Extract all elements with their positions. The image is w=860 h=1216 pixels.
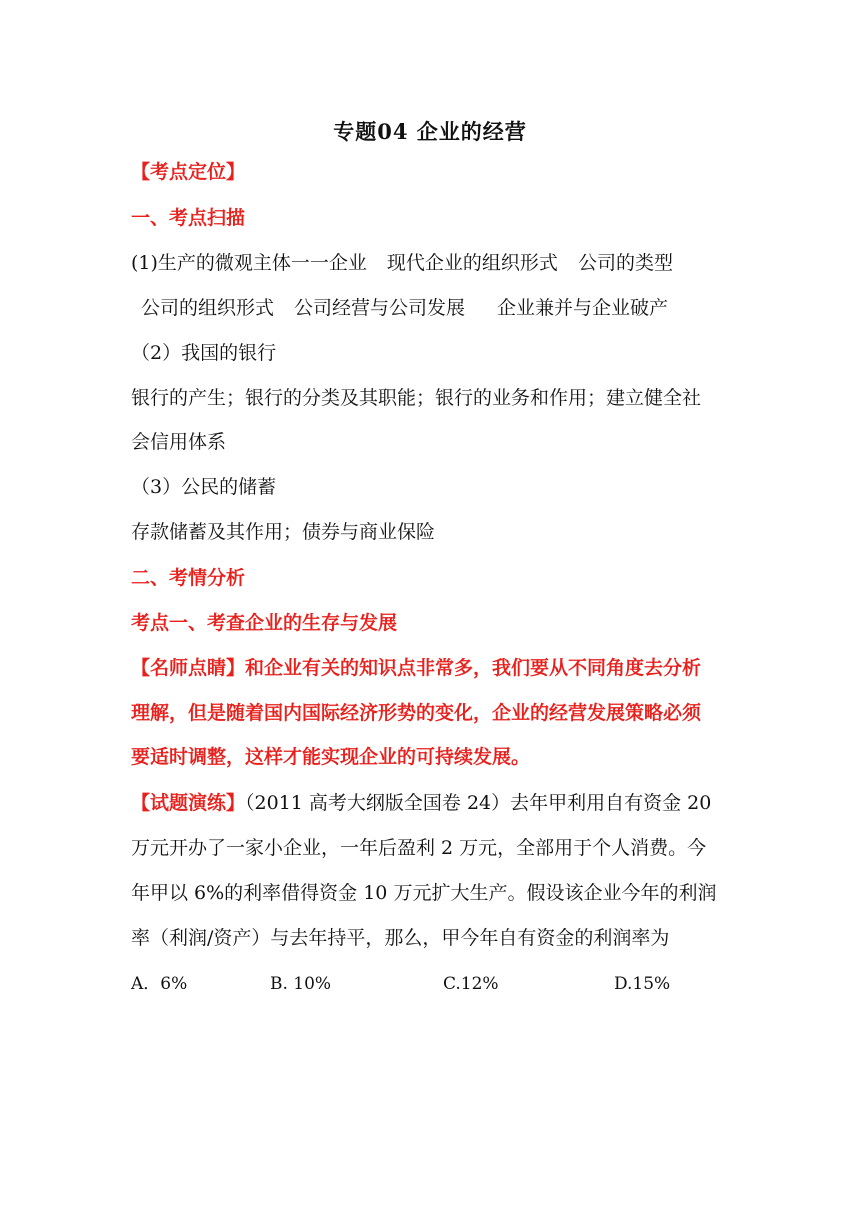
scan-item3-text: 存款储蓄及其作用；债券与商业保险	[131, 521, 436, 543]
option-a: A．6%	[131, 974, 188, 994]
scan-item1-a: (1)生产的微观主体一一企业	[131, 252, 367, 274]
exercise-line2: 万元开办了一家小企业，一年后盈利 2 万元，全部用于个人消费。今	[131, 837, 707, 859]
scan-item2-text-line2: 会信用体系	[131, 431, 227, 453]
option-b: B. 10%	[270, 974, 332, 994]
section-positioning-heading: 【考点定位】	[131, 161, 246, 183]
scan-item2-text-line1: 银行的产生；银行的分类及其职能；银行的业务和作用；建立健全社	[131, 387, 702, 409]
teacher-tip-line3: 要适时调整，这样才能实现企业的可持续发展。	[131, 746, 531, 768]
scan-item3-title: （3）公民的储蓄	[131, 476, 277, 498]
scan-item1-b: 现代企业的组织形式	[386, 252, 558, 274]
option-c: C.12%	[443, 974, 499, 994]
scan-item1-c: 公司的类型	[577, 252, 673, 274]
analysis-heading: 二、考情分析	[131, 567, 246, 589]
option-d: D.15%	[614, 974, 671, 994]
scan-item2-title: （2）我国的银行	[131, 342, 277, 364]
scan-item1-d: 公司的组织形式	[141, 297, 275, 319]
exercise-line4: 率（利润/资产）与去年持平，那么，甲今年自有资金的利润率为	[131, 927, 670, 949]
scan-heading: 一、考点扫描	[131, 207, 246, 229]
teacher-tip-line2: 理解，但是随着国内国际经济形势的变化，企业的经营发展策略必须	[131, 702, 702, 724]
exercise-line3: 年甲以 6%的利率借得资金 10 万元扩大生产。假设该企业今年的利润	[131, 882, 717, 904]
page-title: 专题04 企业的经营	[333, 119, 527, 144]
exercise-tag: 【试题演练】	[131, 792, 246, 814]
teacher-tip-line1: 【名师点睛】和企业有关的知识点非常多，我们要从不同角度去分析	[131, 657, 702, 679]
scan-item1-line2	[141, 296, 668, 320]
exercise-line1	[131, 791, 711, 815]
point1-heading: 考点一、考查企业的生存与发展	[131, 612, 398, 634]
scan-item1-line1	[131, 251, 673, 275]
exercise-line1-text: （2011 高考大纲版全国卷 24）去年甲利用自有资金 20	[245, 792, 712, 814]
scan-item1-e: 公司经营与公司发展	[294, 297, 466, 319]
scan-item1-f: 企业兼并与企业破产	[497, 297, 669, 319]
